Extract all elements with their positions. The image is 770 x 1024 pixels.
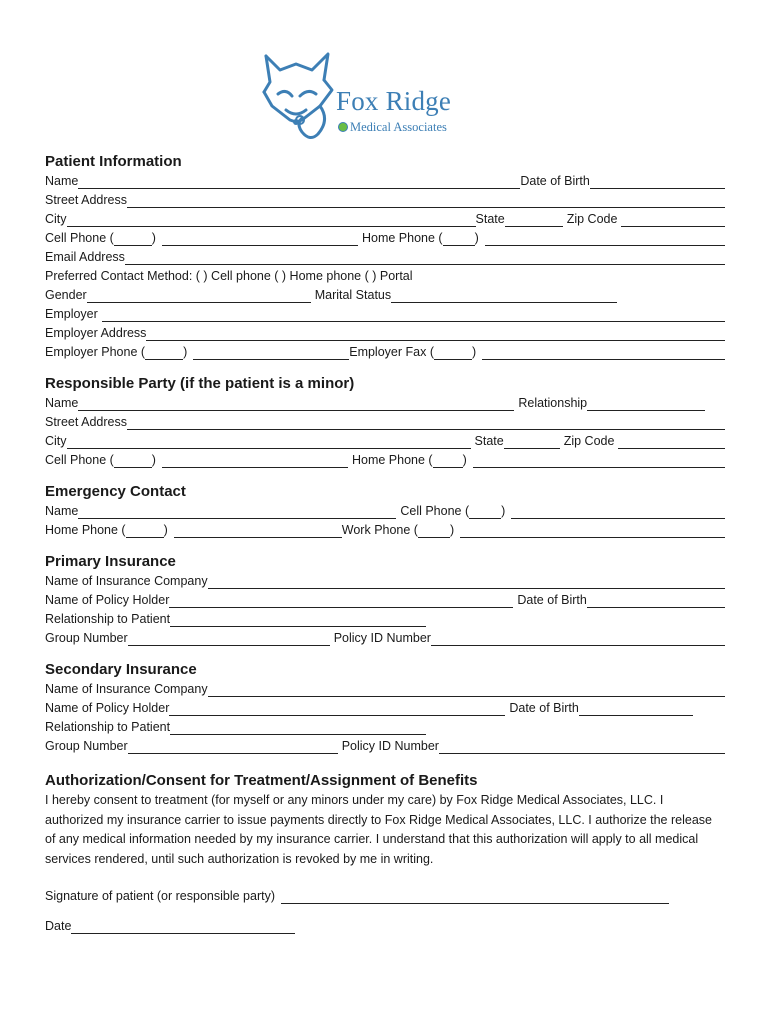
field-patient-dob[interactable] [590, 174, 725, 189]
label-employer: Employer [45, 307, 98, 321]
label-paren: ) [151, 231, 156, 245]
field-primary-company[interactable] [208, 574, 725, 589]
emergency-section [45, 482, 725, 540]
field-patient-cell-area[interactable] [114, 231, 152, 246]
field-secondary-policy-id[interactable] [439, 739, 725, 754]
label-email: Email Address [45, 250, 125, 264]
field-patient-cell[interactable] [162, 231, 358, 246]
label-relationship: Relationship to Patient [45, 612, 171, 626]
label-policy-id: Policy ID Number [333, 631, 431, 645]
intake-form [45, 152, 725, 936]
secondary-insurance-section [45, 660, 725, 756]
label-zip: Zip Code [563, 434, 615, 448]
field-responsible-home-area[interactable] [433, 453, 463, 468]
field-patient-employer-address[interactable] [146, 326, 725, 341]
label-cell: Cell Phone ( [45, 231, 114, 245]
field-patient-street[interactable] [127, 193, 725, 208]
field-emergency-home[interactable] [174, 523, 342, 538]
label-dob: Date of Birth [520, 174, 590, 188]
label-work: Work Phone ( [341, 523, 418, 537]
responsible-name-row [45, 394, 725, 413]
field-primary-group[interactable] [128, 631, 330, 646]
field-patient-state[interactable] [505, 212, 563, 227]
patient-phone-row [45, 229, 725, 248]
field-employer-fax-area[interactable] [434, 345, 472, 360]
label-home: Home Phone ( [45, 523, 126, 537]
label-city: City [45, 434, 67, 448]
label-insurance-company: Name of Insurance Company [45, 682, 208, 696]
label-city: City [45, 212, 67, 226]
secondary-relationship-row [45, 718, 725, 737]
label-cell: Cell Phone ( [45, 453, 114, 467]
label-cell: Cell Phone ( [400, 504, 470, 518]
label-state: State [475, 212, 505, 226]
label-paren: ) [183, 345, 188, 359]
label-paren: ) [151, 453, 156, 467]
field-emergency-work-area[interactable] [418, 523, 450, 538]
field-emergency-cell-area[interactable] [469, 504, 501, 519]
label-policy-holder: Name of Policy Holder [45, 701, 170, 715]
label-policy-holder: Name of Policy Holder [45, 593, 170, 607]
patient-section [45, 152, 725, 362]
field-responsible-cell-area[interactable] [114, 453, 152, 468]
patient-employer-address-row [45, 324, 725, 343]
label-street: Street Address [45, 193, 127, 207]
primary-relationship-row [45, 610, 725, 629]
field-emergency-cell[interactable] [511, 504, 725, 519]
section-title-consent: Authorization/Consent for Treatment/Assignment of Benefits [45, 772, 478, 789]
fox-head-icon [258, 48, 348, 152]
patient-name-row [45, 172, 725, 191]
secondary-holder-row [45, 699, 725, 718]
field-secondary-holder[interactable] [169, 701, 505, 716]
emergency-phone-row [45, 521, 725, 540]
field-emergency-name[interactable] [78, 504, 396, 519]
label-employer-fax: Employer Fax ( [349, 345, 434, 359]
label-group: Group Number [45, 631, 128, 645]
section-title-secondary: Secondary Insurance [45, 661, 197, 678]
label-paren: ) [471, 345, 477, 359]
label-insurance-company: Name of Insurance Company [45, 574, 208, 588]
field-responsible-zip[interactable] [618, 434, 725, 449]
patient-employer-row [45, 305, 725, 324]
field-responsible-cell[interactable] [162, 453, 348, 468]
fox-ridge-logo [258, 48, 488, 152]
responsible-section [45, 374, 725, 470]
label-marital: Marital Status [314, 288, 392, 302]
patient-employer-phone-row [45, 343, 725, 362]
responsible-street-row [45, 413, 725, 432]
field-responsible-state[interactable] [504, 434, 560, 449]
section-title-responsible: Responsible Party (if the patient is a minor) [45, 375, 355, 392]
field-primary-dob[interactable] [587, 593, 725, 608]
label-paren: ) [462, 453, 467, 467]
label-employer-phone: Employer Phone ( [45, 345, 146, 359]
field-secondary-company[interactable] [208, 682, 725, 697]
label-relationship: Relationship to Patient [45, 720, 171, 734]
field-primary-policy-id[interactable] [431, 631, 725, 646]
label-paren: ) [449, 523, 455, 537]
contact-method-options[interactable]: Preferred Contact Method: ( ) Cell phone ( ) Home phone ( ) Portal [45, 269, 413, 283]
secondary-group-row [45, 737, 725, 756]
secondary-company-row [45, 680, 725, 699]
section-title-patient: Patient Information [45, 153, 182, 170]
primary-company-row [45, 572, 725, 591]
primary-insurance-section [45, 552, 725, 648]
patient-street-row [45, 191, 725, 210]
date-row [45, 917, 725, 936]
field-secondary-group[interactable] [128, 739, 338, 754]
field-patient-employer[interactable] [102, 307, 725, 322]
label-relationship: Relationship [518, 396, 588, 410]
responsible-city-row [45, 432, 725, 451]
field-secondary-relationship[interactable] [170, 720, 426, 735]
field-responsible-city[interactable] [67, 434, 471, 449]
logo-title: Fox Ridge [336, 86, 452, 116]
label-signature: Signature of patient (or responsible party) [45, 889, 275, 903]
field-secondary-dob[interactable] [579, 701, 693, 716]
field-patient-marital[interactable] [391, 288, 617, 303]
responsible-phone-row [45, 451, 725, 470]
field-responsible-street[interactable] [127, 415, 725, 430]
field-responsible-name[interactable] [78, 396, 514, 411]
field-responsible-relationship[interactable] [587, 396, 705, 411]
field-primary-relationship[interactable] [170, 612, 426, 627]
label-dob: Date of Birth [517, 593, 587, 607]
section-title-emergency: Emergency Contact [45, 483, 186, 500]
field-patient-gender[interactable] [87, 288, 311, 303]
label-home: Home Phone ( [361, 231, 443, 245]
label-paren: ) [163, 523, 168, 537]
field-patient-home[interactable] [485, 231, 725, 246]
label-paren: ) [501, 504, 506, 518]
label-group: Group Number [45, 739, 128, 753]
section-title-primary: Primary Insurance [45, 553, 176, 570]
field-patient-home-area[interactable] [443, 231, 475, 246]
field-primary-holder[interactable] [169, 593, 513, 608]
logo-dot-icon [338, 122, 348, 132]
label-date: Date [45, 919, 72, 933]
label-street: Street Address [45, 415, 127, 429]
field-employer-fax[interactable] [482, 345, 725, 360]
patient-gender-row [45, 286, 725, 305]
field-employer-phone[interactable] [193, 345, 349, 360]
label-home: Home Phone ( [351, 453, 433, 467]
field-employer-phone-area[interactable] [145, 345, 183, 360]
logo-subtitle: Medical Associates [350, 120, 447, 134]
label-name: Name [45, 174, 79, 188]
label-paren: ) [474, 231, 479, 245]
field-date[interactable] [71, 919, 295, 934]
label-zip: Zip Code [566, 212, 618, 226]
label-name: Name [45, 396, 79, 410]
patient-contact-method-row [45, 267, 725, 286]
field-emergency-work[interactable] [460, 523, 725, 538]
label-name: Name [45, 504, 79, 518]
field-patient-city[interactable] [67, 212, 476, 227]
label-policy-id: Policy ID Number [341, 739, 439, 753]
consent-section [45, 771, 725, 936]
label-dob: Date of Birth [509, 701, 579, 715]
field-responsible-home[interactable] [473, 453, 725, 468]
field-patient-zip[interactable] [621, 212, 725, 227]
label-employer-address: Employer Address [45, 326, 147, 340]
consent-text: I hereby consent to treatment (for myself or any minors under my care) by Fox Ridge Medical Associates, LLC. I authorized my insurance carrier to issue payments directly to Fox Ridge Medical Associates, LLC. I authorize the release of any medical information needed by my insurance carrier. I understand that this authorization will apply to all medical services rendered, until such authorization is revoked by me in writing. [45, 793, 712, 866]
signature-row [45, 887, 725, 906]
primary-group-row [45, 629, 725, 648]
label-state: State [474, 434, 504, 448]
emergency-name-row [45, 502, 725, 521]
primary-holder-row [45, 591, 725, 610]
field-signature[interactable] [281, 889, 669, 904]
field-patient-name[interactable] [78, 174, 520, 189]
patient-city-row [45, 210, 725, 229]
label-gender: Gender [45, 288, 87, 302]
patient-email-row [45, 248, 725, 267]
field-patient-email[interactable] [125, 250, 725, 265]
field-emergency-home-area[interactable] [126, 523, 164, 538]
